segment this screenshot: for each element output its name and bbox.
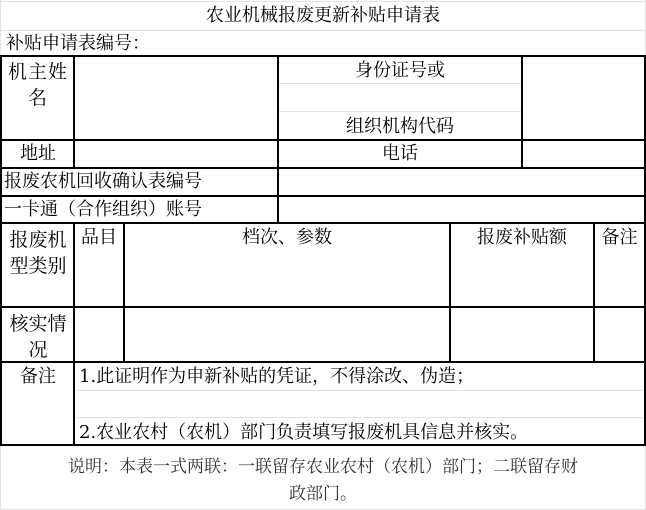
address-label: 地址 [20,143,56,164]
owner-name-label: 机主姓名 [7,61,68,109]
table-border [0,444,646,446]
remark-header-label: 备注 [601,227,638,248]
id-number-label-line2: 组织机构代码 [346,116,454,137]
recycle-confirm-number-label: 报废农机回收确认表编号 [4,171,202,192]
table-border [0,195,646,197]
table-border [0,167,646,169]
table-border [0,361,646,363]
remark-row-label: 备注 [20,366,56,387]
card-account-label: 一卡通（合作组织）账号 [4,199,202,220]
grid-line [75,390,646,391]
verify-label: 核实情况 [9,313,67,361]
table-border [0,55,646,57]
subsidy-amount-label: 报废补贴额 [477,227,567,248]
form-title: 农业机械报废更新补贴申请表 [206,5,440,26]
grid-line [0,30,646,31]
remark-line-2: 2.农业农村（农机）部门负责填写报废机具信息并核实。 [79,422,529,443]
item-label: 品目 [81,227,117,248]
table-border [0,306,646,308]
grade-params-label: 档次、参数 [242,227,332,248]
grid-line [75,417,646,418]
footer-note-line2: 政部门。 [289,484,357,504]
remark-line-1: 1.此证明作为申新补贴的凭证，不得涂改、伪造； [79,366,475,387]
id-number-label-line1: 身份证号或 [355,60,445,81]
machine-type-label: 报废机型类别 [9,229,67,277]
form-number-label: 补贴申请表编号： [6,33,150,54]
grid-line [278,83,522,84]
phone-label: 电话 [382,143,418,164]
footer-note-line1: 说明：本表一式两联：一联留存农业农村（农机）部门；二联留存财 [68,457,578,477]
table-border [0,222,646,224]
table-border [0,139,646,141]
table-border [521,55,523,169]
grid-line [278,111,522,112]
grid-line [0,1,646,2]
